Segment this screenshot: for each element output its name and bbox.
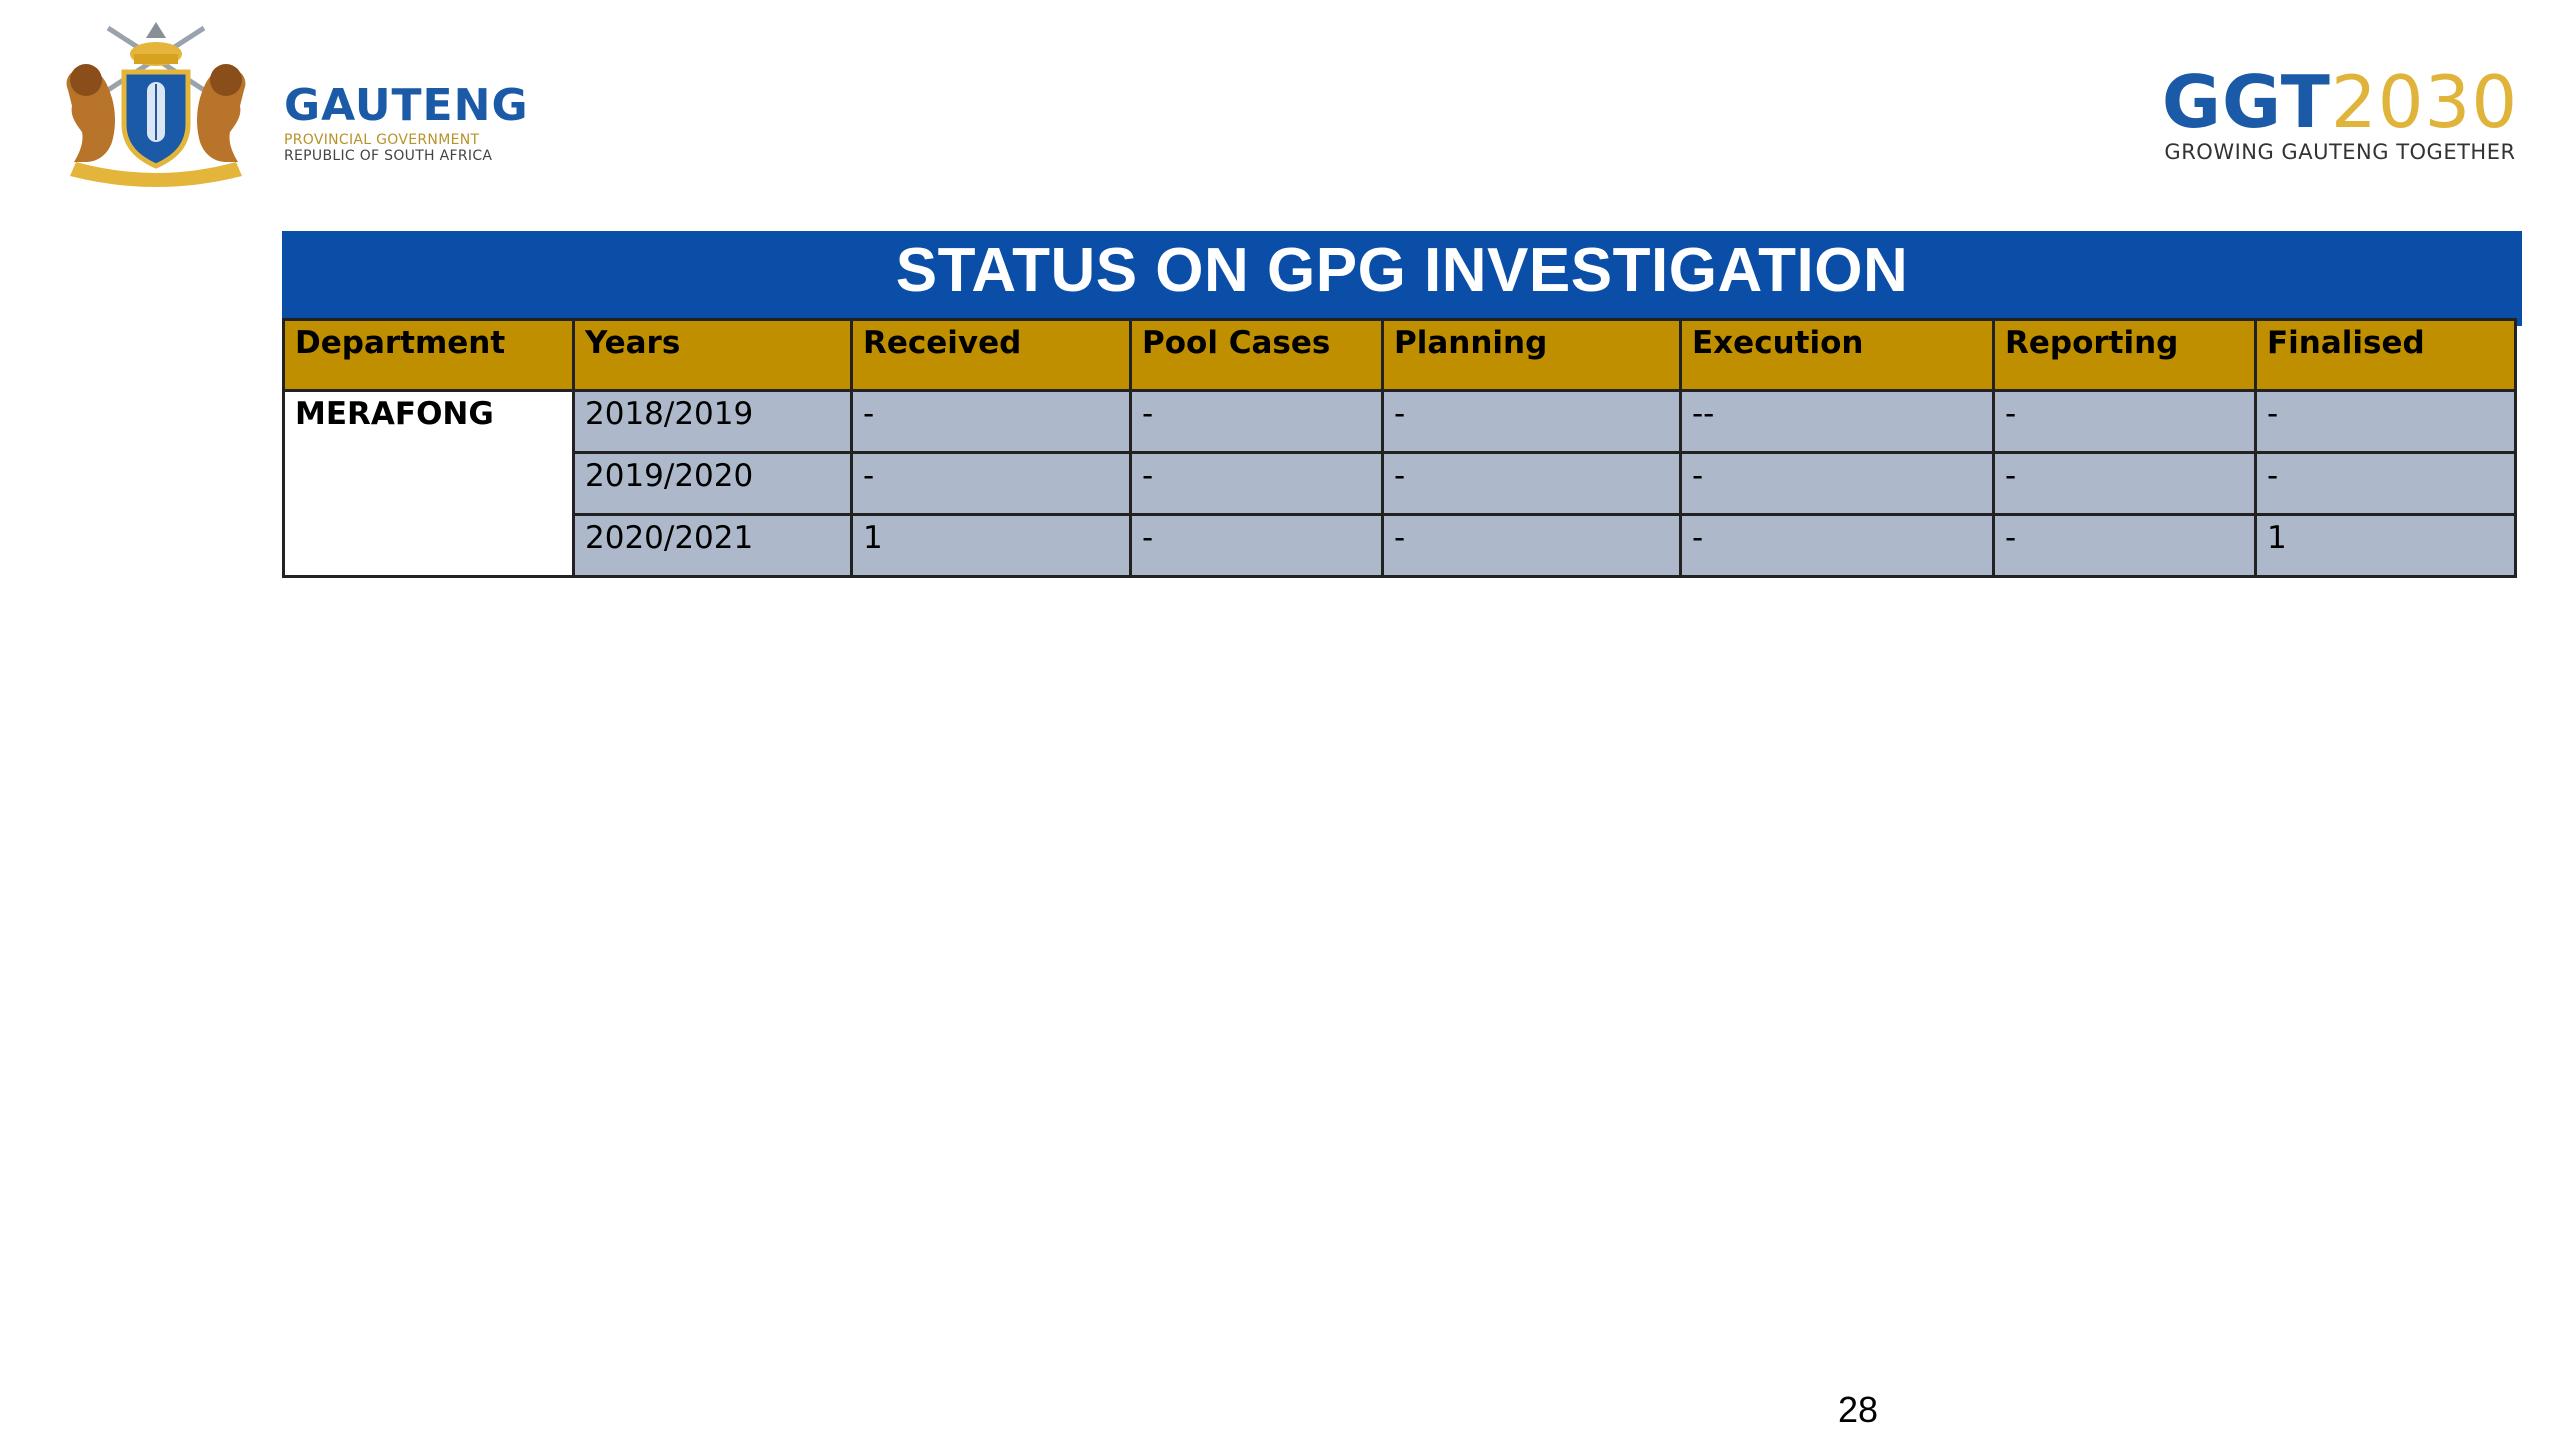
coat-of-arms-icon [46, 20, 266, 190]
page-number: 28 [1838, 1389, 1879, 1430]
gauteng-subtitle-provincial: PROVINCIAL GOVERNMENT [284, 132, 480, 148]
column-header-received: Received [852, 320, 1131, 391]
finalised-cell: - [2256, 453, 2516, 515]
ggt2030-mark [2160, 60, 2520, 144]
table-row [284, 453, 2516, 515]
execution-cell: - [1681, 515, 1994, 577]
table-row [284, 391, 2516, 453]
year-cell: 2019/2020 [574, 453, 852, 515]
planning-cell: - [1383, 515, 1681, 577]
execution-cell: - [1681, 453, 1994, 515]
ggt2030-logo [2160, 60, 2520, 164]
year-cell: 2020/2021 [574, 515, 852, 577]
pool-cases-cell: - [1131, 391, 1383, 453]
planning-cell: - [1383, 453, 1681, 515]
gauteng-logo [46, 20, 529, 190]
year-mark-part: 2030 [2330, 60, 2519, 144]
investigation-status-table [282, 318, 2517, 578]
received-cell: - [852, 453, 1131, 515]
finalised-cell: 1 [2256, 515, 2516, 577]
received-cell: - [852, 391, 1131, 453]
reporting-cell: - [1994, 453, 2256, 515]
planning-cell: - [1383, 391, 1681, 453]
reporting-cell: - [1994, 515, 2256, 577]
column-header-pool-cases: Pool Cases [1131, 320, 1383, 391]
year-cell: 2018/2019 [574, 391, 852, 453]
column-header-finalised: Finalised [2256, 320, 2516, 391]
reporting-cell: - [1994, 391, 2256, 453]
gauteng-wordmark [284, 80, 529, 164]
column-header-execution: Execution [1681, 320, 1994, 391]
pool-cases-cell: - [1131, 515, 1383, 577]
column-header-years: Years [574, 320, 852, 391]
table-header-row [284, 320, 2516, 391]
received-cell: 1 [852, 515, 1131, 577]
column-header-reporting: Reporting [1994, 320, 2256, 391]
table-row [284, 515, 2516, 577]
page-title: STATUS ON GPG INVESTIGATION [282, 231, 2522, 326]
gauteng-subtitle-republic: REPUBLIC OF SOUTH AFRICA [284, 148, 493, 164]
column-header-department: Department [284, 320, 574, 391]
finalised-cell: - [2256, 391, 2516, 453]
column-header-planning: Planning [1383, 320, 1681, 391]
pool-cases-cell: - [1131, 453, 1383, 515]
department-cell: MERAFONG [284, 391, 574, 577]
ggt2030-tagline: GROWING GAUTENG TOGETHER [2164, 140, 2516, 164]
execution-cell: -- [1681, 391, 1994, 453]
gauteng-name: GAUTENG [284, 80, 529, 131]
ggt-mark-part: GGT [2161, 60, 2331, 144]
